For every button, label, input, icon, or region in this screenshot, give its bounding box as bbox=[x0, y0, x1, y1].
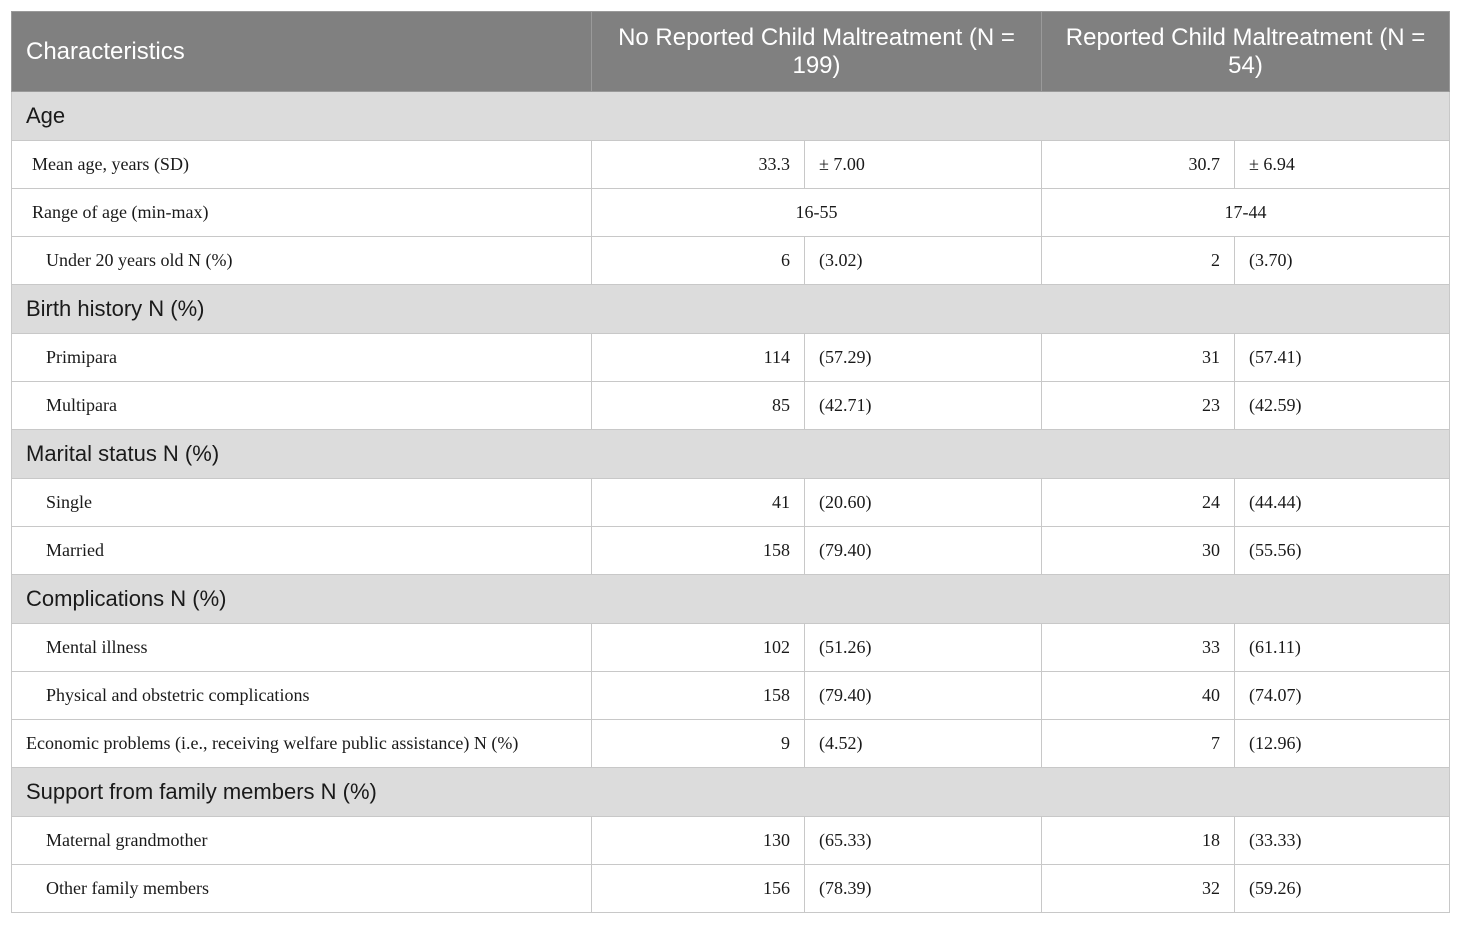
table-row bbox=[12, 527, 1450, 575]
reported-value: 32 bbox=[1042, 865, 1235, 913]
no-reported-percent: (51.26) bbox=[805, 624, 1042, 672]
reported-value: 40 bbox=[1042, 672, 1235, 720]
reported-value: 18 bbox=[1042, 817, 1235, 865]
table-row bbox=[12, 624, 1450, 672]
table-row bbox=[12, 817, 1450, 865]
row-label: Primipara bbox=[12, 334, 592, 382]
no-reported-percent: (78.39) bbox=[805, 865, 1042, 913]
no-reported-value: 9 bbox=[592, 720, 805, 768]
table-header bbox=[12, 12, 1450, 92]
reported-percent: (33.33) bbox=[1235, 817, 1450, 865]
reported-percent: (59.26) bbox=[1235, 865, 1450, 913]
table-row bbox=[12, 865, 1450, 913]
reported-value: 2 bbox=[1042, 237, 1235, 285]
row-label: Physical and obstetric complications bbox=[12, 672, 592, 720]
table-row bbox=[12, 479, 1450, 527]
header-characteristics: Characteristics bbox=[12, 12, 592, 92]
no-reported-percent: (65.33) bbox=[805, 817, 1042, 865]
row-label: Multipara bbox=[12, 382, 592, 430]
reported-value: 33 bbox=[1042, 624, 1235, 672]
no-reported-value: 156 bbox=[592, 865, 805, 913]
row-label: Single bbox=[12, 479, 592, 527]
section-age bbox=[12, 92, 1450, 141]
section-label: Complications N (%) bbox=[12, 575, 1450, 624]
reported-value: 31 bbox=[1042, 334, 1235, 382]
table-row bbox=[12, 141, 1450, 189]
no-reported-percent: (79.40) bbox=[805, 672, 1042, 720]
header-no-reported: No Reported Child Maltreatment (N = 199) bbox=[592, 12, 1042, 92]
row-label: Range of age (min-max) bbox=[12, 189, 592, 237]
no-reported-percent: (3.02) bbox=[805, 237, 1042, 285]
no-reported-percent: (4.52) bbox=[805, 720, 1042, 768]
no-reported-value: 130 bbox=[592, 817, 805, 865]
section-support bbox=[12, 768, 1450, 817]
no-reported-value: 102 bbox=[592, 624, 805, 672]
table-row bbox=[12, 334, 1450, 382]
row-label: Other family members bbox=[12, 865, 592, 913]
reported-percent: (61.11) bbox=[1235, 624, 1450, 672]
section-label: Marital status N (%) bbox=[12, 430, 1450, 479]
table-row bbox=[12, 237, 1450, 285]
reported-value: 7 bbox=[1042, 720, 1235, 768]
no-reported-value: 41 bbox=[592, 479, 805, 527]
row-label: Under 20 years old N (%) bbox=[12, 237, 592, 285]
reported-value: 23 bbox=[1042, 382, 1235, 430]
reported-value: 30 bbox=[1042, 527, 1235, 575]
table-row bbox=[12, 382, 1450, 430]
reported-range: 17-44 bbox=[1042, 189, 1450, 237]
reported-percent: (74.07) bbox=[1235, 672, 1450, 720]
section-label: Support from family members N (%) bbox=[12, 768, 1450, 817]
reported-value: 30.7 bbox=[1042, 141, 1235, 189]
row-label: Married bbox=[12, 527, 592, 575]
no-reported-percent: (42.71) bbox=[805, 382, 1042, 430]
reported-percent: (57.41) bbox=[1235, 334, 1450, 382]
no-reported-range: 16-55 bbox=[592, 189, 1042, 237]
no-reported-value: 33.3 bbox=[592, 141, 805, 189]
section-complications bbox=[12, 575, 1450, 624]
no-reported-sd: ± 7.00 bbox=[805, 141, 1042, 189]
reported-percent: (3.70) bbox=[1235, 237, 1450, 285]
no-reported-percent: (20.60) bbox=[805, 479, 1042, 527]
no-reported-value: 6 bbox=[592, 237, 805, 285]
row-label: Economic problems (i.e., receiving welfare public assistance) N (%) bbox=[12, 720, 592, 768]
no-reported-value: 158 bbox=[592, 672, 805, 720]
section-label: Age bbox=[12, 92, 1450, 141]
reported-percent: (42.59) bbox=[1235, 382, 1450, 430]
row-label: Maternal grandmother bbox=[12, 817, 592, 865]
no-reported-percent: (79.40) bbox=[805, 527, 1042, 575]
no-reported-value: 114 bbox=[592, 334, 805, 382]
no-reported-percent: (57.29) bbox=[805, 334, 1042, 382]
reported-percent: (44.44) bbox=[1235, 479, 1450, 527]
table-row bbox=[12, 672, 1450, 720]
reported-percent: (55.56) bbox=[1235, 527, 1450, 575]
no-reported-value: 158 bbox=[592, 527, 805, 575]
section-birth-history bbox=[12, 285, 1450, 334]
reported-percent: (12.96) bbox=[1235, 720, 1450, 768]
header-reported: Reported Child Maltreatment (N = 54) bbox=[1042, 12, 1450, 92]
table-row bbox=[12, 189, 1450, 237]
reported-value: 24 bbox=[1042, 479, 1235, 527]
reported-sd: ± 6.94 bbox=[1235, 141, 1450, 189]
row-label: Mental illness bbox=[12, 624, 592, 672]
no-reported-value: 85 bbox=[592, 382, 805, 430]
table-row bbox=[12, 720, 1450, 768]
characteristics-table bbox=[11, 11, 1450, 913]
row-label: Mean age, years (SD) bbox=[12, 141, 592, 189]
section-label: Birth history N (%) bbox=[12, 285, 1450, 334]
section-marital-status bbox=[12, 430, 1450, 479]
